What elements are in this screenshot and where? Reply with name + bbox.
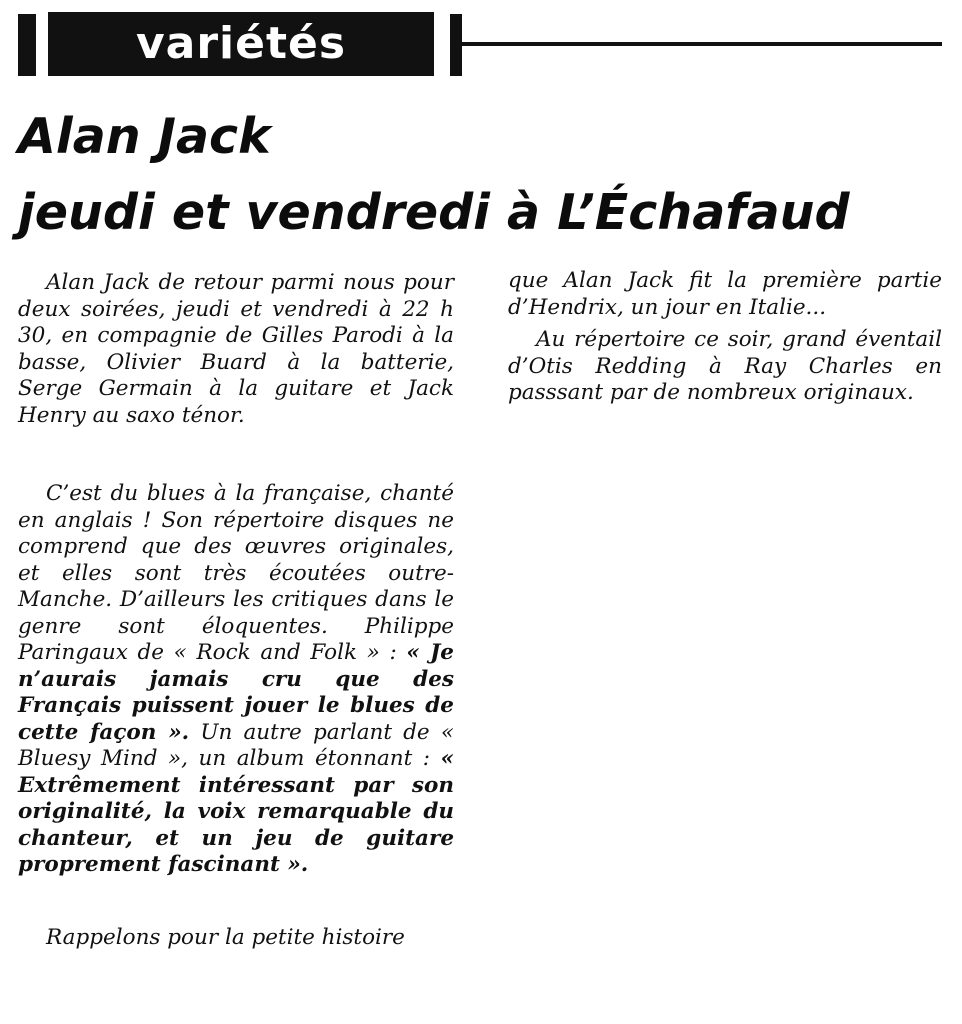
headline-line-2: jeudi et vendredi à L’Échafaud [18,184,850,241]
paragraph-history-end: que Alan Jack fit la première partie d’Hendrix, un jour en Italie... [508,268,942,320]
header-bar-left [18,14,36,76]
quote-paringaux: « Je n’aurais jamais cru que des Français puissent jouer le blues de cette façon ». [18,640,454,745]
section-header [18,12,942,76]
article-column-right [508,268,942,407]
article-column-left [18,270,454,951]
paragraph-repertoire: Au répertoire ce soir, grand éventail d’Otis Redding à Ray Charles en passsant par de nombreux originaux. [508,327,942,405]
paragraph-reviews [18,481,454,879]
paragraph-history-start: Rappelons pour la petite histoire [46,924,405,950]
quote-bluesy-mind: « Extrêmement intéressant par son originalité, la voix remarquable du chanteur, et un jeu de guitare proprement fascinant ». [18,746,454,877]
reviews-intro: C’est du blues à la française, chanté en anglais ! Son répertoire disques ne comprend que des œuvres originales, et elles sont très écoutées outre-Manche. D’ailleurs les critiques dans le genre sont éloquentes. Philippe Paringaux de « Rock and Folk » : [18,481,454,665]
section-label: variétés [48,12,434,76]
headline-line-1: Alan Jack [18,108,271,165]
header-rule [462,42,942,46]
reviews-mid: Un autre parlant de « Bluesy Mind », un album étonnant : [18,719,454,771]
paragraph-lineup: Alan Jack de retour parmi nous pour deux soirées, jeudi et vendredi à 22 h 30, en compagnie de Gilles Parodi à la basse, Olivier Buard à la batterie, Serge Germain à la guitare et Jack Henry au saxo ténor. [18,270,454,428]
header-bar-right [450,14,462,76]
